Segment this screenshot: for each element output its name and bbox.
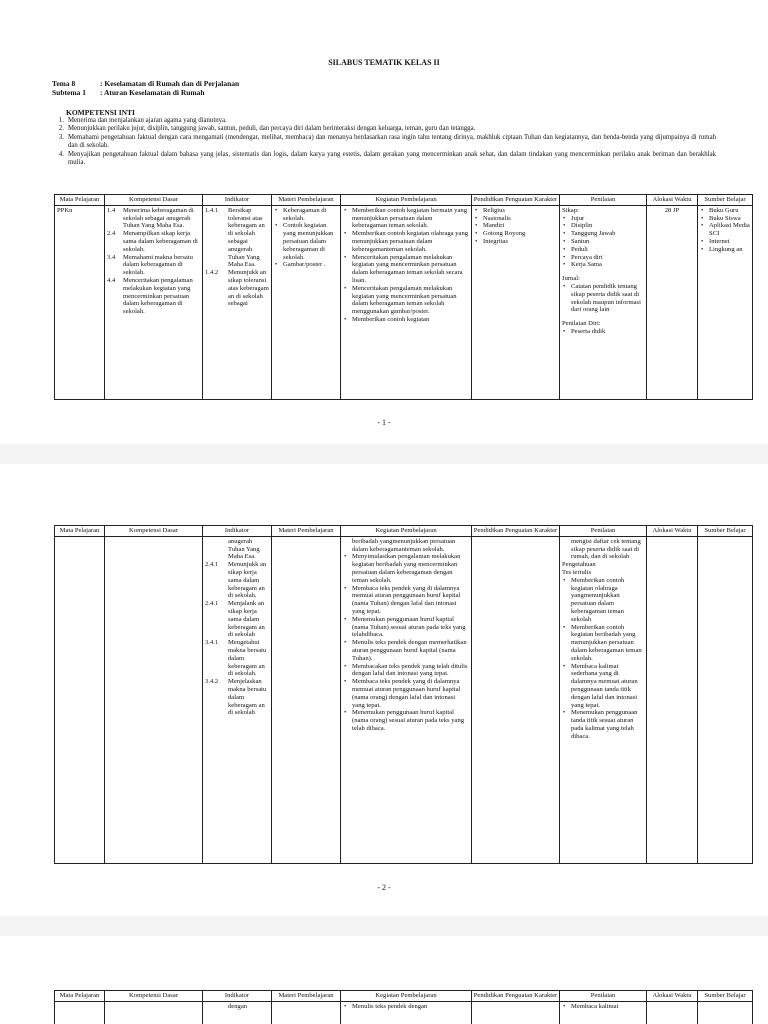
document-title: SILABUS TEMATIK KELAS II: [328, 58, 440, 67]
ki-number: 4.: [58, 150, 64, 158]
karakter-item: • Religius: [483, 207, 557, 215]
kd-number: 2.4: [107, 230, 116, 238]
table-row: [55, 1001, 753, 1024]
penilaian-continuation: mengisi daftar cek tentang sikap peserta didik saat di rumah, dan di sekolah: [571, 537, 641, 561]
ki-text: Memahami pengetahuan faktual dengan cara mengamati (mendengar, melihat, membaca) dan menanya berdasarkan rasa ingin tahu tentang dirinya, makhluk ciptaan Tuhan dan kegiatannya, dan benda-benda yang dijumpainya di rumah dan di sekolah.: [68, 133, 716, 150]
sikap-item: • Jujur: [571, 215, 644, 223]
kegiatan-item: • Menceritakan pengalaman melakukan kegiatan yang mencerminkan persatuan dalam keberagaman teman sekolah menggunakan gambar/poster.: [352, 285, 469, 316]
kegiatan-item: • Membacakan teks pendek yang telah ditulis dengan lafal dan intonasi yang tepat.: [352, 663, 469, 679]
cell-kompetensi-dasar: [105, 1001, 203, 1024]
meta-tema-value: : Keselamatan di Rumah dan di Perjalanan: [100, 79, 240, 88]
kd-text: Menampilkan sikap kerja sama dalam keberagaman di sekolah.: [123, 230, 198, 253]
ki-text: Menunjukkan perilaku jujur, disiplin, tanggung jawab, santun, peduli, dan percaya diri dalam berinteraksi dengan keluarga, teman, guru dan tetangga.: [68, 125, 476, 133]
indikator-item: [205, 600, 269, 639]
header-penilaian: Penilaian: [560, 991, 647, 1002]
pengetahuan-label: Pengetahuan: [562, 561, 596, 569]
penilaian-item: • Menemukan penggunaan tanda titik sesuai aturan pada kalimat yang telah dibaca.: [571, 709, 644, 740]
kegiatan-item: • Menulis teks pendek dengan memerhatikan aturan penggunaan huruf kapital (nama Tuhan).: [352, 639, 469, 662]
table-row: [55, 536, 753, 863]
ki-number: 2.: [58, 125, 64, 133]
karakter-item: • Mandiri: [483, 222, 557, 230]
header-kegiatan: Kegiatan Pembelajaran: [341, 195, 472, 206]
sikap-item: • Tanggung Jawab: [571, 230, 644, 238]
header-indikator: Indikator: [203, 195, 272, 206]
cell-alokasi: 28 JP: [647, 205, 698, 399]
header-mata-pelajaran: Mata Pelajaran: [55, 195, 105, 206]
kd-item: [107, 254, 200, 277]
page-number: - 1 -: [377, 418, 391, 427]
indikator-number: 2.4.1: [205, 561, 219, 569]
cell-kompetensi-dasar: [105, 536, 203, 863]
indikator-item: [205, 269, 269, 308]
ki-heading: KOMPETENSI INTI: [66, 108, 135, 117]
sumber-item: • Buku Siswa: [709, 215, 750, 223]
cell-sumber: [698, 536, 753, 863]
kd-item: [107, 230, 200, 253]
meta-tema-label: Tema 8: [52, 79, 76, 88]
penilaian-jurnal-label: Jurnal:: [562, 275, 580, 283]
kegiatan-item: • Memberikan contoh kegiatan bermain yang menunjukkan persatuan dalam keberagaman teman sekolah.: [352, 207, 469, 230]
materi-item: • Contoh kegiatan yang menunjukkan persatuan dalam keberagaman di sekolah.: [283, 222, 338, 261]
indikator-number: 2.4.1: [205, 600, 219, 608]
kegiatan-item: • Menulis teks pendek dengan: [352, 1003, 469, 1011]
sikap-item: • Kerja Sama: [571, 261, 644, 269]
indikator-item: [205, 561, 269, 600]
cell-materi: [272, 1001, 341, 1024]
header-mata-pelajaran: Mata Pelajaran: [55, 526, 105, 537]
indikator-continuation: dengan: [228, 1002, 248, 1010]
header-kompetensi-dasar: Kompetensi Dasar: [105, 526, 203, 537]
header-kompetensi-dasar: Kompetensi Dasar: [105, 195, 203, 206]
kd-text: Memahami makna bersatu dalam keberagaman di sekolah.: [123, 253, 193, 277]
penilaian-sikap-label: Sikap:: [562, 206, 579, 214]
header-indikator: Indikator: [203, 991, 272, 1002]
cell-kegiatan: [341, 205, 472, 399]
sikap-item: • Disiplin: [571, 222, 644, 230]
indikator-text: Menjalank an sikap kerja sama dalam keberagam an di sekolah: [228, 600, 265, 639]
kegiatan-item: • Memberikan contoh kegiatan olahraga yang menunjukkan persatuan dalam keberagamanteman sekolah.: [352, 230, 469, 253]
cell-indikator: [203, 536, 272, 863]
meta-subtema-value: : Aturan Keselamatan di Rumah: [100, 88, 205, 97]
cell-kegiatan: [341, 1001, 472, 1024]
kegiatan-item: • Membaca teks pendek yang di dalamnya memuat aturan penggunaan huruf kapital (nama orang) dengan lafal dan intonasi yang tepat.: [352, 678, 469, 709]
sikap-item: • Santun: [571, 238, 644, 246]
table-row: [55, 205, 753, 399]
page-number: - 2 -: [377, 883, 391, 892]
cell-karakter: [472, 205, 560, 399]
cell-penilaian: [560, 1001, 647, 1024]
syllabus-table-page-1: [54, 194, 753, 400]
header-alokasi: Alokasi Waktu: [647, 526, 698, 537]
kegiatan-item: • Membaca teks pendek yang di dalamnya memuat aturan penggunaan huruf kapital (nama Tuhan) dengan lafal dan intonasi yang tepat.: [352, 585, 469, 616]
table-header-row: [55, 991, 753, 1002]
sumber-item: • Lingkung an: [709, 246, 750, 254]
indikator-text: Menunjukk an sikap toleransi atas keberagam an di sekolah sebagai: [228, 269, 269, 308]
penilaian-item: • Membaca kalimat sederhana yang di dalamnya memuat aturan penggunaan tanda titik dengan lafal dan intonasi yang tepat.: [571, 663, 644, 710]
sumber-item: • Buku Guru: [709, 207, 750, 215]
header-sumber: Sumber Belajar: [698, 526, 753, 537]
sumber-item: • Aplikasi Media SCI: [709, 222, 750, 238]
table-header-row: [55, 526, 753, 537]
karakter-item: • Gotong Royong: [483, 230, 557, 238]
kd-number: 4.4: [107, 276, 116, 284]
header-materi: Materi Pembelajaran: [272, 991, 341, 1002]
kegiatan-item: • Menemukan penggunaan huruf kapital (nama orang) sesuai aturan pada teks yang telah dibaca.: [352, 709, 469, 732]
indikator-text: Mengetahui makna bersatu dalam keberagam an di sekolah.: [228, 639, 267, 678]
materi-item: • Keberagaman di sekolah.: [283, 207, 338, 223]
cell-mapel: [55, 1001, 105, 1024]
indikator-item: [205, 639, 269, 678]
indikator-text: Bersikap toleransi atas keberagam an di sekolah sebagai anugerah Tuhan Yang Maha Esa.: [228, 206, 265, 269]
header-sumber: Sumber Belajar: [698, 991, 753, 1002]
cell-karakter: [472, 536, 560, 863]
header-alokasi: Alokasi Waktu: [647, 991, 698, 1002]
header-kegiatan: Kegiatan Pembelajaran: [341, 991, 472, 1002]
penilaian-item: • Memberikan contoh kegiatan olahraga yangmenunjukkan persatuan dalam keberagaman teman sekolah: [571, 577, 644, 624]
diri-item: • Peserta didik: [571, 328, 644, 336]
meta-subtema-label: Subtema 1: [52, 88, 86, 97]
cell-penilaian: [560, 536, 647, 863]
indikator-number: 3.4.2: [205, 678, 219, 686]
ki-item: [52, 117, 716, 125]
cell-sumber: [698, 205, 753, 399]
cell-mapel: [55, 536, 105, 863]
kegiatan-item: • Menyimulasikan pengalaman melakukan kegiatan beribadah yang mencerminkan persatuan dalam keberagaman dengan teman sekolah.: [352, 553, 469, 584]
indikator-text: Menjelaskan makna bersatu dalam keberagam an di sekolah: [228, 678, 267, 717]
kegiatan-item: • Menemukan penggunaan huruf kapital (nama Tuhan) sesuai aturan pada teks yang telahdibaca.: [352, 616, 469, 639]
cell-indikator: [203, 205, 272, 399]
cell-kegiatan: [341, 536, 472, 863]
kegiatan-continuation: beribadah yangmenunjukkan persatuan dalam keberagamanteman sekolah.: [352, 537, 456, 553]
ki-item: [52, 125, 716, 133]
indikator-number: 3.4.1: [205, 639, 219, 647]
cell-alokasi: [647, 1001, 698, 1024]
indikator-number: 1.4.1: [205, 206, 219, 214]
penilaian-item: • Memberikan contoh kegiatan beribadah yang menunjukkan persatuan dalam keberagaman teman sekolah.: [571, 624, 644, 663]
indikator-continuation: anugerah Tuhan Yang Maha Esa.: [228, 537, 260, 561]
header-kegiatan: Kegiatan Pembelajaran: [341, 526, 472, 537]
ki-number: 1.: [58, 117, 64, 124]
karakter-item: • Integritas: [483, 238, 557, 246]
cell-sumber: [698, 1001, 753, 1024]
sikap-item: • Peduli: [571, 246, 644, 254]
indikator-item: [205, 207, 269, 269]
header-penilaian: Penilaian: [560, 195, 647, 206]
sumber-item: • Internet: [709, 238, 750, 246]
materi-item: • Gambar/poster .: [283, 261, 338, 269]
cell-materi: [272, 205, 341, 399]
penilaian-diri-label: Penilaian Diri:: [562, 320, 601, 328]
ki-item: [52, 151, 716, 168]
ki-number: 3.: [58, 133, 64, 141]
header-karakter: Pendidikan Penguatan Karakter: [472, 526, 560, 537]
header-sumber: Sumber Belajar: [698, 195, 753, 206]
indikator-number: 1.4.2: [205, 269, 219, 277]
penilaian-item: • Membaca kalimat: [571, 1003, 644, 1011]
kd-number: 1.4: [107, 206, 116, 214]
header-materi: Materi Pembelajaran: [272, 526, 341, 537]
ki-item: [52, 134, 716, 151]
header-alokasi: Alokasi Waktu: [647, 195, 698, 206]
header-karakter: Pendidikan Penguatan Karakter: [472, 195, 560, 206]
syllabus-table-page-2: [54, 525, 753, 864]
kd-text: Menerima keberagaman di sekolah sebagai anugerah Tuhan Yang Maha Esa.: [123, 206, 194, 230]
document-page-3: [0, 936, 768, 1024]
jurnal-item: • Catatan pendidik tentang sikap peserta didik saat di sekolah maupun informasi dari orang lain: [571, 283, 644, 314]
ki-list: [52, 117, 716, 167]
header-kompetensi-dasar: Kompetensi Dasar: [105, 991, 203, 1002]
cell-indikator: [203, 1001, 272, 1024]
document-page-1: [0, 0, 768, 444]
kegiatan-item: • Menceritakan pengalaman melakukan kegiatan yang mencerminkan persatuan dalam keberagaman teman sekolah secara lisan.: [352, 254, 469, 285]
cell-penilaian: [560, 205, 647, 399]
meta-tema: [52, 79, 239, 88]
kd-number: 3.4: [107, 253, 116, 261]
syllabus-table-page-3: [54, 990, 753, 1024]
header-penilaian: Penilaian: [560, 526, 647, 537]
document-page-2: [0, 464, 768, 916]
tes-tertulis-label: Tes tertulis: [562, 568, 592, 576]
header-materi: Materi Pembelajaran: [272, 195, 341, 206]
kd-item: [107, 207, 200, 230]
cell-karakter: [472, 1001, 560, 1024]
header-indikator: Indikator: [203, 526, 272, 537]
cell-mapel: PPKn: [55, 205, 105, 399]
sikap-item: • Percaya diri: [571, 254, 644, 262]
ki-text: Menyajikan pengetahuan faktual dalam bahasa yang jelas, sistematis dan logis, dalam karya yang estetis, dalam gerakan yang mencerminkan anak sehat, dan dalam tindakan yang mencerminkan perilaku anak beriman dan berakhlak mulia.: [68, 150, 716, 167]
indikator-text: Menunjukk an sikap kerja sama dalam keberagam an di sekolah.: [228, 561, 267, 600]
table-header-row: [55, 195, 753, 206]
cell-materi: [272, 536, 341, 863]
cell-kompetensi-dasar: [105, 205, 203, 399]
indikator-item: [205, 678, 269, 717]
kegiatan-item: • Memberikan contoh kegiatan: [352, 316, 469, 324]
kd-text: Menceritakan pengalaman melakukan kegiatan yang mencerminkan persatuan dalam keberagaman di sekolah.: [123, 276, 193, 316]
header-mata-pelajaran: Mata Pelajaran: [55, 991, 105, 1002]
ki-text: Menerima dan menjalankan ajaran agama yang dianutnya.: [68, 117, 227, 124]
kd-item: [107, 277, 200, 316]
header-karakter: Pendidikan Penguatan Karakter: [472, 991, 560, 1002]
meta-subtema: [52, 88, 205, 97]
cell-alokasi: [647, 536, 698, 863]
karakter-item: • Nasionalis: [483, 215, 557, 223]
